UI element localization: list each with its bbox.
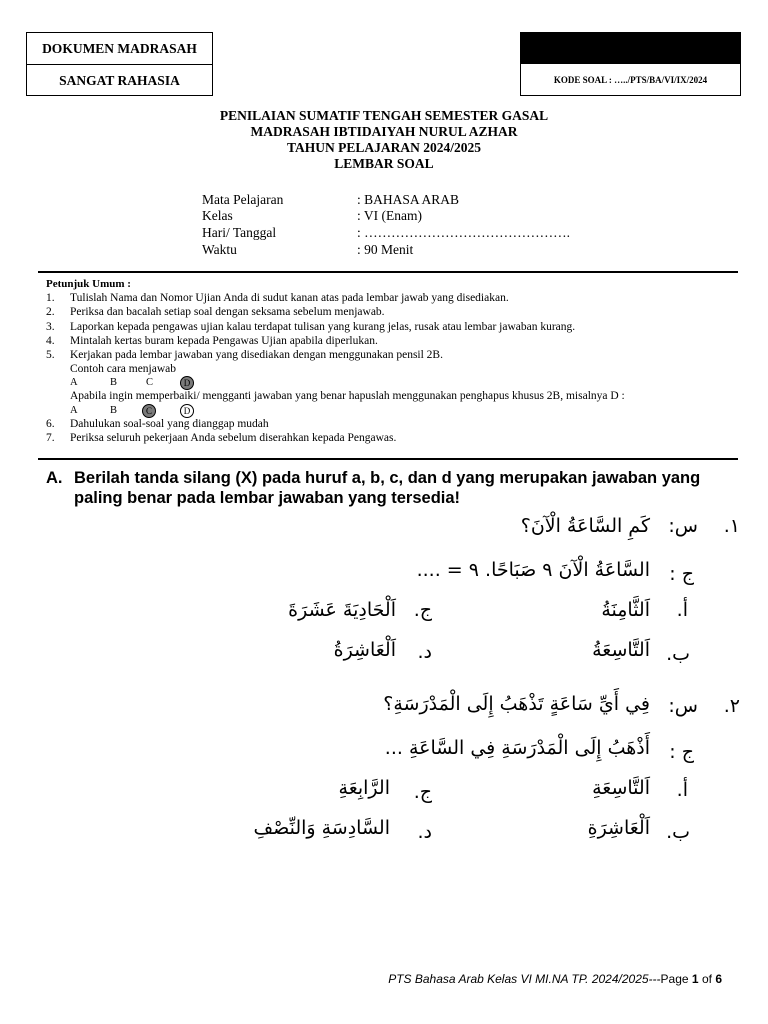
instruction-item (46, 348, 726, 362)
option-a: A (70, 404, 78, 416)
choice-label: د. (417, 821, 432, 843)
instruction-text: Dahulukan soal-soal yang dianggap mudah (70, 417, 269, 430)
choice-label: ج. (413, 781, 432, 803)
question-prefix: س: (668, 695, 698, 717)
choice-text: اَلْعَاشِرَةِ (587, 817, 650, 839)
choice-text: السَّادِسَةِ وَالنِّصْفِ (253, 817, 390, 839)
question-number: ٢. (723, 695, 740, 717)
exam-code: KODE SOAL : …../PTS/BA/VI/IX/2024 (553, 74, 708, 85)
example-label: Contoh cara menjawab (70, 363, 177, 376)
choice-text: اَلتَّاسِعَةُ (592, 639, 650, 661)
section-a-instruction (46, 468, 736, 508)
instruction-num: 2. (46, 306, 55, 319)
divider (38, 271, 738, 273)
footer-text: PTS Bahasa Arab Kelas VI MI.NA TP. 2024/2025--- (388, 972, 661, 986)
meta-value: : VI (Enam) (357, 208, 422, 223)
instructions-heading: Petunjuk Umum : (46, 278, 131, 290)
answer-prefix: ج : (669, 563, 694, 585)
fix-options (46, 404, 726, 417)
instruction-text: Mintalah kertas buram kepada Pengawas Ujian apabila diperlukan. (70, 334, 378, 347)
question-prefix: س: (668, 515, 698, 537)
instruction-item (46, 305, 726, 319)
instruction-text: Kerjakan pada lembar jawaban yang disediakan dengan menggunakan pensil 2B. (70, 349, 443, 362)
section-text: Berilah tanda silang (X) pada huruf a, b, c, dan d yang merupakan jawaban yang paling benar pada lembar jawaban yang tersedia! (74, 469, 701, 507)
title-line-3: TAHUN PELAJARAN 2024/2025 (286, 140, 481, 155)
choice-text: اَلْحَادِيَةَ عَشَرَةَ (288, 599, 396, 621)
meta-key: Hari/ Tanggal (202, 225, 277, 240)
question-text: كَمِ السَّاعَةُ الْآنَ؟ (520, 515, 650, 537)
instruction-text: Laporkan kepada pengawas ujian kalau terdapat tulisan yang kurang jelas, rusak atau lembar jawaban kurang. (70, 320, 576, 333)
instruction-num: 1. (46, 292, 55, 305)
instruction-item (46, 334, 726, 348)
title-line-2: MADRASAH IBTIDAIYAH NURUL AZHAR (250, 124, 518, 139)
choice-label: ب. (666, 643, 690, 665)
option-a: A (70, 377, 78, 389)
redacted-bar (521, 33, 740, 64)
choice-label: ج. (413, 599, 432, 621)
choice-text: الرَّابِعَةِ (338, 777, 390, 799)
divider (38, 458, 738, 460)
document-classification-box (26, 32, 213, 96)
meta-value: : 90 Menit (357, 242, 414, 257)
general-instructions (46, 277, 726, 445)
meta-key: Waktu (202, 242, 237, 257)
example-options (46, 376, 726, 389)
instruction-text: Tulislah Nama dan Nomor Ujian Anda di sudut kanan atas pada lembar jawab yang disediakan. (70, 292, 509, 305)
question-number: ١. (723, 515, 740, 537)
choice-label: د. (417, 641, 432, 663)
page-footer (388, 972, 722, 986)
instruction-item (46, 320, 726, 334)
section-label: A. (46, 469, 63, 487)
choice-text: اَلثَّامِنَةُ (601, 599, 650, 621)
exam-code-box (520, 32, 741, 96)
instruction-item (46, 417, 726, 431)
option-c: C (146, 377, 154, 389)
title-line-1: PENILAIAN SUMATIF TENGAH SEMESTER GASAL (219, 108, 549, 123)
choice-text: اَلْعَاشِرَةُ (333, 639, 396, 661)
answer-prefix: ج : (669, 741, 694, 763)
instruction-item (46, 431, 726, 445)
choice-label: أ. (676, 599, 688, 621)
choice-label: ب. (666, 821, 690, 843)
instruction-num: 3. (46, 320, 55, 333)
page-number: 1 (691, 972, 699, 986)
secret-label: SANGAT RAHASIA (59, 72, 180, 88)
meta-key: Mata Pelajaran (202, 192, 284, 207)
instruction-num: 4. (46, 334, 55, 347)
title-line-4: LEMBAR SOAL (334, 156, 434, 171)
option-b: B (110, 377, 118, 389)
page-total: 6 (715, 972, 722, 986)
instruction-num: 6. (46, 417, 55, 430)
meta-key: Kelas (202, 208, 233, 223)
doc-label: DOKUMEN MADRASAH (27, 33, 212, 65)
instruction-text: Periksa seluruh pekerjaan Anda sebelum diserahkan kepada Pengawas. (70, 431, 397, 444)
instruction-text: Periksa dan bacalah setiap soal dengan seksama sebelum menjawab. (70, 306, 385, 319)
choice-label: أ. (676, 779, 688, 801)
page-word: Page (660, 972, 689, 986)
instruction-num: 5. (46, 349, 55, 362)
option-b: B (110, 404, 118, 416)
answer-stem: السَّاعَةُ الْآنَ ٩ صَبَاحًا. ٩ = .... (416, 559, 650, 581)
instruction-item (46, 291, 726, 305)
question-text: فِي أَيِّ سَاعَةٍ تَذْهَبُ إِلَى الْمَدْرَسَةِ؟ (383, 693, 650, 715)
instruction-num: 7. (46, 431, 55, 444)
fix-label: Apabila ingin memperbaiki/ mengganti jawaban yang benar hapuslah menggunakan penghapus khusus 2B, misalnya D : (70, 390, 625, 403)
option-c-filled: C (142, 404, 156, 418)
option-d-erased: D (180, 404, 194, 418)
option-d-filled: D (180, 376, 194, 390)
choice-text: اَلتَّاسِعَةِ (592, 777, 650, 799)
meta-value: : BAHASA ARAB (357, 192, 460, 207)
of-word: of (701, 972, 712, 986)
answer-stem: أَذْهَبُ إِلَى الْمَدْرَسَةِ فِي السَّاعَةِ ... (384, 737, 650, 759)
meta-value: : ………………………………………. (357, 225, 571, 240)
